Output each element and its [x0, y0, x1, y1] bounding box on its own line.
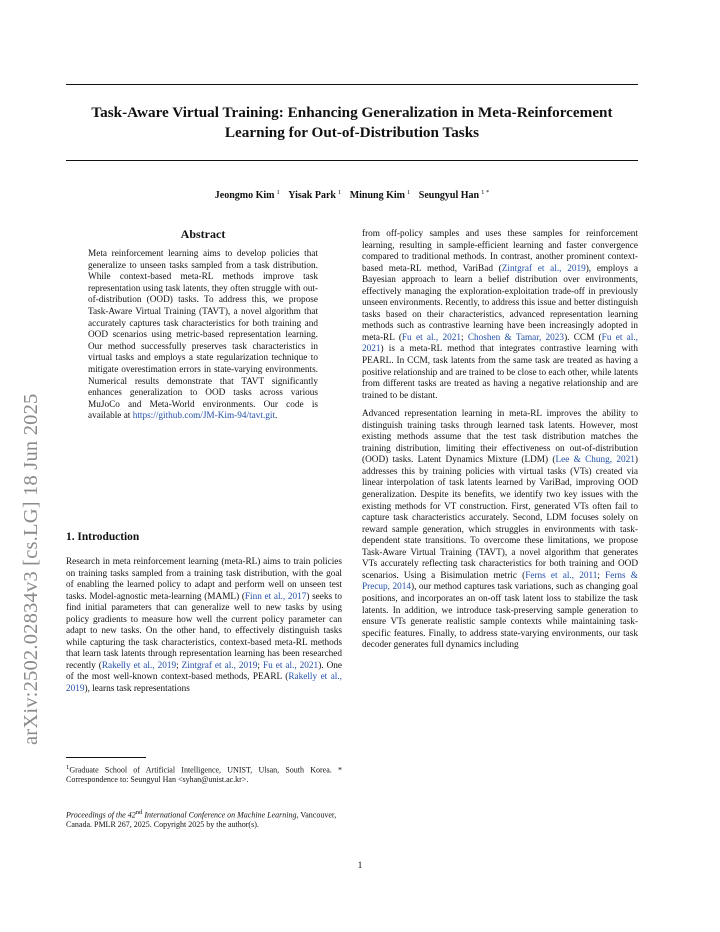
- author: Minung Kim $^1$: [349, 189, 411, 202]
- right-column: [362, 229, 638, 659]
- affiliation-footnote: $^1$Graduate School of Artificial Intelligence, UNIST, Ulsan, South Korea. * Correspondence to: Seungyul Han <syhan@unist.ac.kr>.: [66, 764, 342, 785]
- page-number: 1: [357, 861, 363, 871]
- author: Seungyul Han $^{1 *}$: [418, 189, 490, 202]
- citation-link[interactable]: Ferns et al., 2011: [525, 570, 598, 581]
- proceedings-note: Proceedings of the 42nd International Conference on Machine Learning, Vancouver, Canada. PMLR 267, 2025. Copyright 2025 by the author(s).: [66, 809, 337, 830]
- author: Yisak Park $^1$: [288, 189, 342, 202]
- citation-link[interactable]: Fu et al., 2021: [362, 332, 638, 355]
- intro-paragraph: Research in meta reinforcement learning (meta-RL) aims to train policies on training tasks sampled from a training task distribution, with the goal of enabling the learned policy to adapt and perform well on unseen test tasks. Model-agnostic meta-learning (MAML) (Finn et al., 2017) seeks to find initial parameters that can generalize well to new tasks by using policy gradients to measure how well the current policy parameter can adapt to new tasks. On the other hand, to effectively distinguish tasks while capturing the task characteristics, context-based meta-RL methods that learn task latents through representation learning has been researched recently (Rakelly et al., 2019; Zintgraf et al., 2019; Fu et al., 2021). One of the most well-known context-based methods, PEARL (Rakelly et al., 2019), learns task representations: [66, 557, 342, 695]
- author-list: [66, 189, 638, 201]
- abstract-heading: Abstract: [180, 227, 226, 241]
- paragraph: from off-policy samples and uses these samples for reinforcement learning, resulting in sample-efficient learning and faster convergence compared to traditional methods. In contrast, another prominent context-based meta-RL method, VariBad (Zintgraf et al., 2019), employs a Bayesian approach to learn a belief distribution over environments, effectively managing the exploration-exploitation trade-off in previously unseen environments. Recently, to address this issue and better distinguish tasks based on their characteristics, advanced representation learning methods such as contrastive learning have been increasingly adopted in meta-RL (Fu et al., 2021; Choshen & Tamar, 2023). CCM (Fu et al., 2021) is a meta-RL method that integrates contrastive learning with PEARL. In CCM, task latents from the same task are treated as having a positive relationship and are trained to be close to each other, while latents from different tasks are treated as having a negative relationship and are trained to be distant.: [362, 229, 638, 401]
- citation-link[interactable]: Zintgraf et al., 2019: [501, 263, 586, 274]
- citation-link[interactable]: Rakelly et al., 2019: [101, 660, 177, 671]
- citation-link[interactable]: Finn et al., 2017: [244, 591, 307, 602]
- citation-link[interactable]: Fu et al., 2021: [262, 660, 319, 671]
- title-rule-bottom: [66, 160, 638, 161]
- citation-link[interactable]: Fu et al., 2021: [401, 332, 462, 343]
- citation-link[interactable]: Choshen & Tamar, 2023: [467, 332, 565, 343]
- arxiv-stamp: arXiv:2502.02834v3 [cs.LG] 18 Jun 2025: [20, 393, 42, 745]
- author: Jeongmo Kim $^1$: [214, 189, 280, 202]
- citation-link[interactable]: Ferns & Precup, 2014: [362, 570, 638, 593]
- paper-title: Task-Aware Virtual Training: Enhancing Generalization in Meta-Reinforcement Learning for Out-of-Distribution Tasks: [91, 104, 613, 141]
- citation-link[interactable]: Zintgraf et al., 2019: [181, 660, 258, 671]
- section-heading-introduction: 1. Introduction: [66, 531, 140, 543]
- code-link[interactable]: https://github.com/JM-Kim-94/tavt.git: [132, 411, 276, 422]
- title-rule-top: [66, 84, 638, 85]
- citation-link[interactable]: Rakelly et al., 2019: [66, 672, 342, 695]
- abstract-body: Meta reinforcement learning aims to develop policies that generalize to unseen tasks sampled from a task distribution. While context-based meta-RL methods improve task representation using task latents, they often struggle with out-of-distribution (OOD) tasks. To address this, we propose Task-Aware Virtual Training (TAVT), a novel algorithm that accurately captures task characteristics for both training and OOD scenarios using metric-based representation learning. Our method successfully preserves task characteristics in virtual tasks and employs a state regularization technique to mitigate overestimation errors in state-varying environments. Numerical results demonstrate that TAVT significantly enhances generalization to OOD tasks across various MuJoCo and Meta-World environments. Our code is available at https://github.com/JM-Kim-94/tavt.git.: [88, 249, 318, 422]
- paragraph: Advanced representation learning in meta-RL improves the ability to distinguish training tasks through learned task latents. However, most existing methods assume that the test task distribution matches the training distribution, limiting their effectiveness on out-of-distribution (OOD) tasks. Latent Dynamics Mixture (LDM) (Lee & Chung, 2021) addresses this by training policies with virtual tasks (VTs) created via linear interpolation of task latents learned by VariBad, improving OOD generalization. Despite its benefits, we identify two key issues with the existing methods for VT construction. First, generated VTs often fail to capture task characteristics accurately. Second, LDM focuses solely on reward sample generation, which struggles in environments with task-dependent state transitions. To overcome these limitations, we propose Task-Aware Virtual Training (TAVT), a novel algorithm that generates VTs accurately reflecting task characteristics for both training and OOD scenarios. Using a Bisimulation metric (Ferns et al., 2011; Ferns & Precup, 2014), our method captures task variations, such as changing goal positions, and incorporates an on-off task latent loss to stabilize the task latents. In addition, we introduce task-preserving sample generation to ensure VTs generate realistic sample contexts while maintaining task-specific features. Finally, to address state-varying environments, our task decoder generates full dynamics including: [362, 409, 639, 651]
- footnote-rule: [66, 757, 146, 758]
- citation-link[interactable]: Lee & Chung, 2021: [555, 455, 635, 466]
